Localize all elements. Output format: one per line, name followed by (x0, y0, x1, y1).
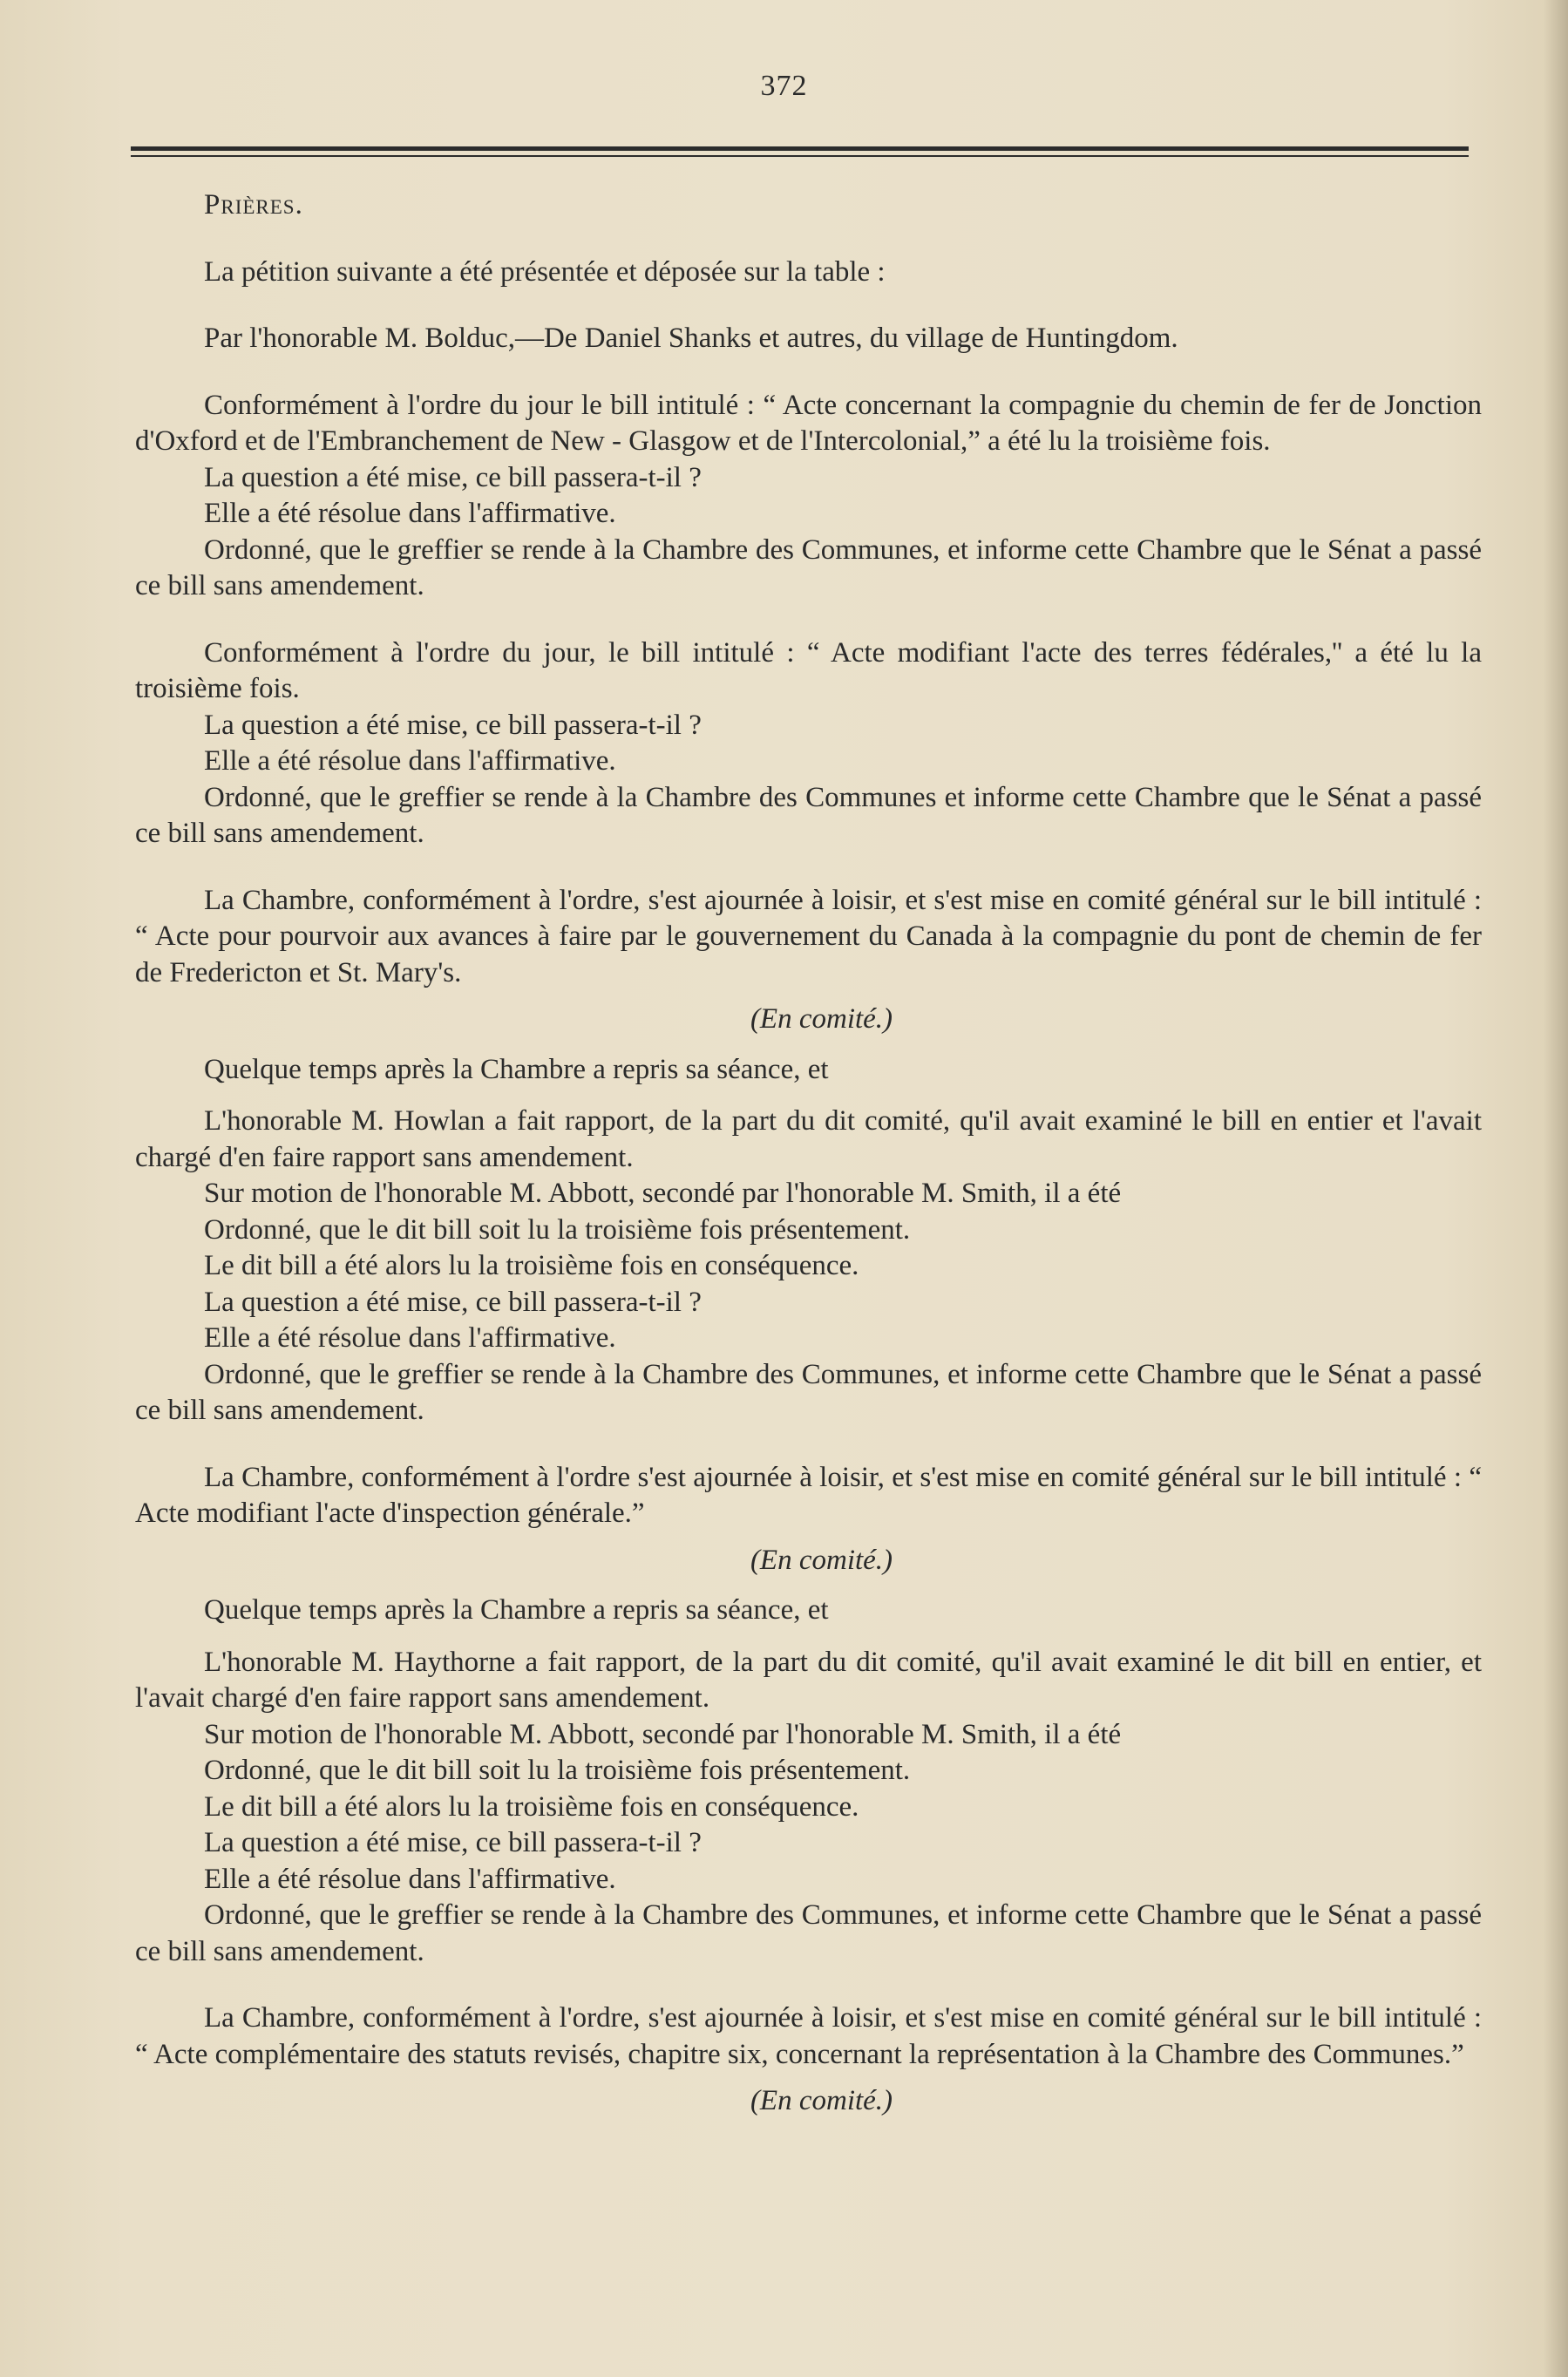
text-line: Elle a été résolue dans l'affirmative. (204, 745, 616, 777)
text-line: Le dit bill a été alors lu la troisième fois en conséquence. (204, 1250, 859, 1281)
paragraph: Ordonné, que le greffier se rende à la Chambre des Communes, et informe cette Chambre que le Sénat a passé ce bill sans amendement. (135, 1899, 1482, 1967)
header-rule-thin (131, 155, 1469, 157)
text-line: Elle a été résolue dans l'affirmative. (204, 1322, 616, 1354)
paragraph: La pétition suivante a été présentée et déposée sur la table : (204, 255, 886, 288)
section-heading: Prières. (204, 189, 303, 221)
paragraph: La Chambre, conformément à l'ordre, s'est ajournée à loisir, et s'est mise en comité général sur le bill intitulé : “ Acte complémentaire des statuts revisés, chapitre six, concernant la représentation à la Chambre des Communes.” (135, 2002, 1482, 2070)
paragraph: Conformément à l'ordre du jour le bill intitulé : “ Acte concernant la compagnie du chemin de fer de Jonction d'Oxford et de l'Embranchement de New - Glasgow et de l'Intercolonial,” a été lu la troisième fois. (135, 389, 1482, 457)
text-line: Le dit bill a été alors lu la troisième fois en conséquence. (204, 1790, 859, 1823)
text-line: Sur motion de l'honorable M. Abbott, secondé par l'honorable M. Smith, il a été (204, 1178, 1122, 1209)
committee-note: (En comité.) (750, 1544, 893, 1576)
text-line: La question a été mise, ce bill passera-t-il ? (204, 709, 702, 741)
text-line: La question a été mise, ce bill passera-t-il ? (204, 1286, 702, 1318)
page-edge-shadow (1544, 0, 1568, 2377)
paragraph: L'honorable M. Howlan a fait rapport, de la part du dit comité, qu'il avait examiné le bill en entier et l'avait chargé d'en faire rapport sans amendement. (135, 1105, 1482, 1173)
text-line: Ordonné, que le dit bill soit lu la troisième fois présentement. (204, 1213, 911, 1246)
paragraph: Ordonné, que le greffier se rende à la Chambre des Communes, et informe cette Chambre que le Sénat a passé ce bill sans amendement. (135, 1358, 1482, 1426)
paragraph: Quelque temps après la Chambre a repris sa séance, et (204, 1594, 829, 1626)
text-line: La question a été mise, ce bill passera-t-il ? (204, 461, 702, 493)
page-number: 372 (760, 70, 808, 102)
committee-note: (En comité.) (750, 2085, 893, 2116)
paragraph: Quelque temps après la Chambre a repris sa séance, et (204, 1053, 829, 1085)
text-line: La question a été mise, ce bill passera-t-il ? (204, 1827, 702, 1858)
paragraph: Conformément à l'ordre du jour, le bill intitulé : “ Acte modifiant l'acte des terres fédérales,'' a été lu la troisième fois. (135, 636, 1482, 704)
text-line: Elle a été résolue dans l'affirmative. (204, 498, 616, 529)
body-text (135, 187, 1482, 2134)
paragraph: Ordonné, que le greffier se rende à la Chambre des Communes, et informe cette Chambre que le Sénat a passé ce bill sans amendement. (135, 533, 1482, 601)
paragraph: Par l'honorable M. Bolduc,—De Daniel Shanks et autres, du village de Huntingdom. (204, 323, 1178, 354)
paragraph: L'honorable M. Haythorne a fait rapport, de la part du dit comité, qu'il avait examiné le dit bill en entier, et l'avait chargé d'en faire rapport sans amendement. (135, 1646, 1482, 1714)
paragraph: La Chambre, conformément à l'ordre s'est ajournée à loisir, et s'est mise en comité général sur le bill intitulé : “ Acte modifiant l'acte d'inspection générale.” (135, 1461, 1482, 1529)
paragraph: La Chambre, conformément à l'ordre, s'est ajournée à loisir, et s'est mise en comité général sur le bill intitulé : “ Acte pour pourvoir aux avances à faire par le gouvernement du Canada à la compagnie du pont de chemin de fer de Fredericton et St. Mary's. (135, 884, 1482, 988)
header-rule (131, 146, 1469, 151)
committee-note: (En comité.) (750, 1003, 893, 1035)
paragraph: Ordonné, que le greffier se rende à la Chambre des Communes et informe cette Chambre que le Sénat a passé ce bill sans amendement. (135, 781, 1482, 849)
text-line: Elle a été résolue dans l'affirmative. (204, 1863, 616, 1895)
text-line: Sur motion de l'honorable M. Abbott, secondé par l'honorable M. Smith, il a été (204, 1718, 1122, 1750)
text-line: Ordonné, que le dit bill soit lu la troisième fois présentement. (204, 1755, 911, 1786)
